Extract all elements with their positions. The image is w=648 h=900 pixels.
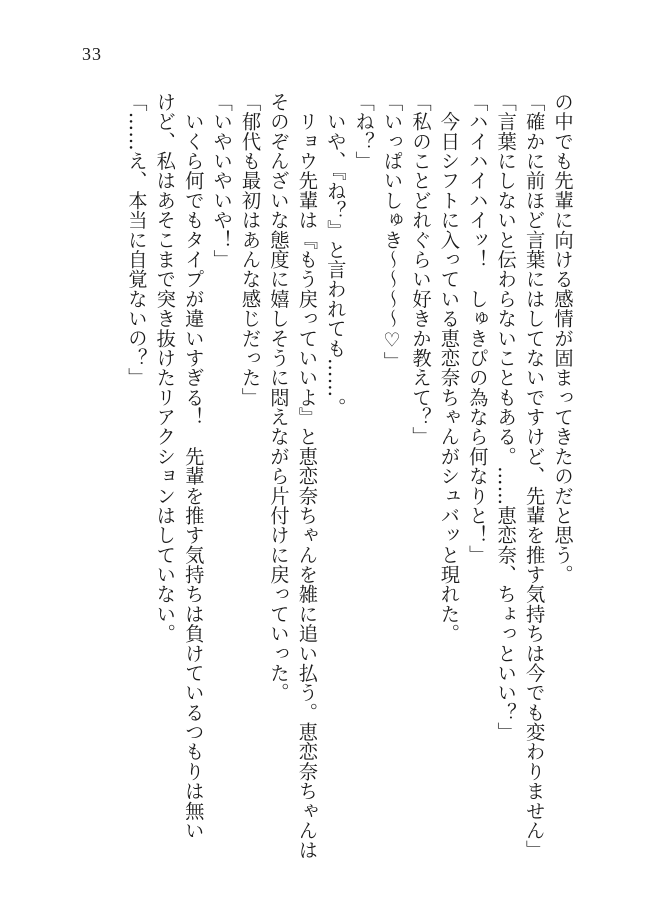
text-line: 「いやいやいや！」 [210,92,234,270]
novel-body-text [86,92,576,860]
text-line: 「ハイハイハイッ！ しゅきぴの為なら何なりと！」 [465,92,489,565]
text-line: そのぞんざいな態度に嬉しそうに悶えながら片付けに戻っていった。 [266,92,290,703]
text-line: リョウ先輩は『もう戻っていいよ』と恵恋奈ちゃんを雑に追い払う。恵恋奈ちゃんは [295,92,319,860]
text-line: 「確かに前ほど言葉にはしてないですけど、先輩を推す気持ちは今でも変わりません」 [522,92,546,860]
text-line: 今日シフトに入っている恵恋奈ちゃんがシュバッと現れた。 [437,92,461,644]
text-line: いくら何でもタイプが違いすぎる！ 先輩を推す気持ちは負けているつもりは無い [181,92,205,841]
text-line: 「郁代も最初はあんな感じだった」 [238,92,262,408]
text-line: 「……え、本当に自覚ないの？」 [124,92,148,388]
text-line: けど、私はあそこまで突き抜けたリアクションはしていない。 [153,92,177,644]
text-line: 「いっぱいしゅき〜〜〜〜♡」 [380,92,404,372]
page-number: 33 [82,44,102,64]
text-line: の中でも先輩に向ける感情が固まってきたのだと思う。 [551,92,574,585]
text-line: 「ね？」 [352,92,376,171]
text-line: 「言葉にしないと伝わらないこともある。……恵恋奈、ちょっといい？」 [494,92,518,742]
text-line: いや、『ね？』と言われても……。 [323,92,347,418]
text-line: 「私のことどれぐらい好きか教えて？」 [408,92,432,447]
